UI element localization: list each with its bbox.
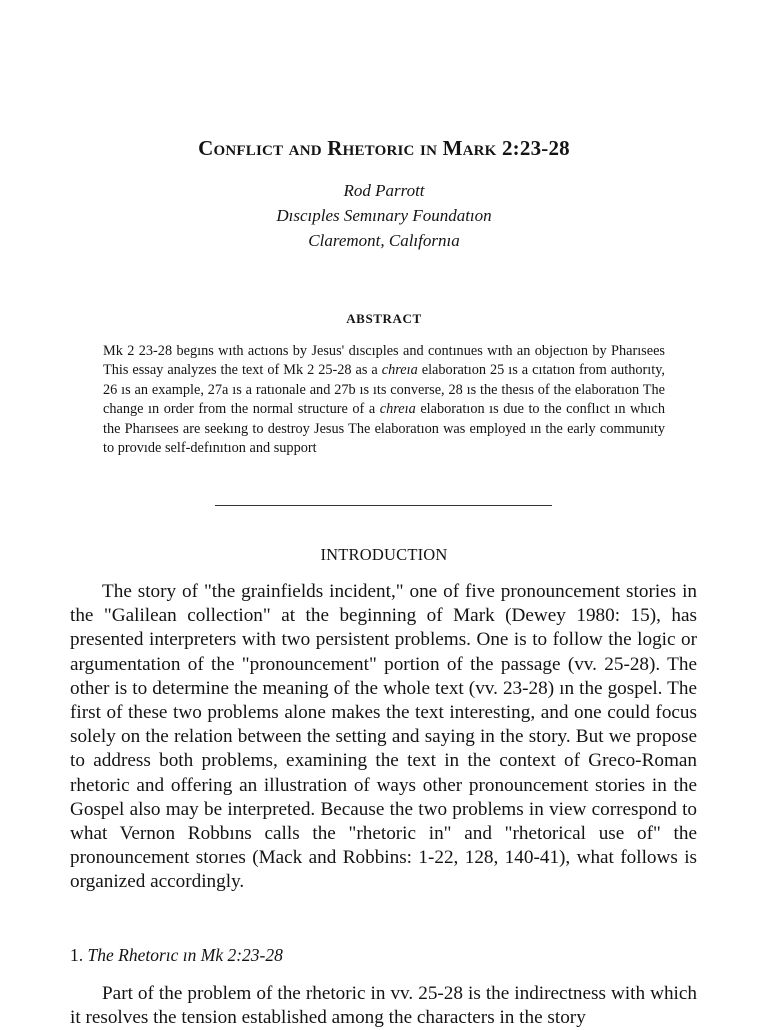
title-initial-c: C: [198, 136, 214, 160]
author-block: [0, 178, 768, 253]
author-name: Rod Parrott: [343, 181, 425, 200]
author-location: Claremont, Calıfornıa: [308, 231, 460, 250]
title-initial-m: M: [442, 136, 463, 160]
section-1-title: The Rhetorıc ın Mk 2:23-28: [87, 945, 283, 965]
introduction-paragraph: The story of "the grainfields incident," one of five pronouncement stories in the "Galilean collection" at the beginning of Mark (Dewey 1980: 15), has presented interpreters with two persistent problems. One is to follow the logic or argumentation of the "pronouncement" portion of the passage (vv. 25-28). The other is to determine the meaning of the whole text (vv. 23-28) ın the gospel. The first of these two problems alone makes the text interesting, and one could focus solely on the relation between the setting and saying in the story. But we propose to address both problems, examining the text in the context of Greco-Roman rhetoric and offering an illustration of ways other pronouncement stories in the Gospel also may be interpreted. Because the two problems in view correspond to what Vernon Robbıns calls the "rhetoric in" and "rhetorical use of" the pronouncement storıes (Mack and Robbins: 1-22, 128, 140-41), what follows is organized accordingly.: [70, 581, 697, 893]
abstract-text-part-1: Mk 2 23-28 begıns wıth actıons by Jesus' dıscıples and contınues wıth an objectıon by Pharısees This essay analyzes the text of Mk 2 25-28 as a: [103, 343, 665, 379]
section-1-paragraph: Part of the problem of the rhetoric in vv. 25-28 is the indirectness with which it resolves the tension established among the characters in the story: [70, 983, 697, 1029]
section-1-heading: [70, 945, 697, 966]
title-word-onflict: onflict and: [213, 136, 328, 160]
title-word-ark: ark 2:23-28: [462, 136, 570, 160]
abstract-text-part-2: elaboratıon 25 ıs a cıtatıon from authorıty, 26 ıs an example, 27a ıs a ratıonale and 27b ıs ıts converse, 28 ıs the thesıs of the elaboratıon The change ın order from the normal structure of a: [103, 362, 666, 418]
title-initial-r: R: [327, 136, 343, 160]
abstract-term-chreia-1: chreıa: [381, 362, 418, 379]
author-affiliation: Dıscıples Semınary Foundatıon: [276, 206, 492, 225]
section-divider: [215, 505, 552, 506]
title-word-hetoric: hetoric in: [342, 136, 443, 160]
abstract-term-chreia-2: chreıa: [379, 401, 416, 418]
section-1-number: 1.: [70, 945, 88, 965]
introduction-heading: INTRODUCTION: [320, 545, 448, 564]
abstract-text: [103, 342, 665, 458]
abstract-text-part-3: elaboratıon ıs due to the conflıct ın whıch the Pharısees are seekıng to destroy Jesus The elaboratıon was employed ın the early communıty to provıde self-defınıtıon and support: [103, 401, 665, 457]
abstract-heading: ABSTRACT: [346, 311, 422, 326]
article-title: [0, 136, 768, 161]
